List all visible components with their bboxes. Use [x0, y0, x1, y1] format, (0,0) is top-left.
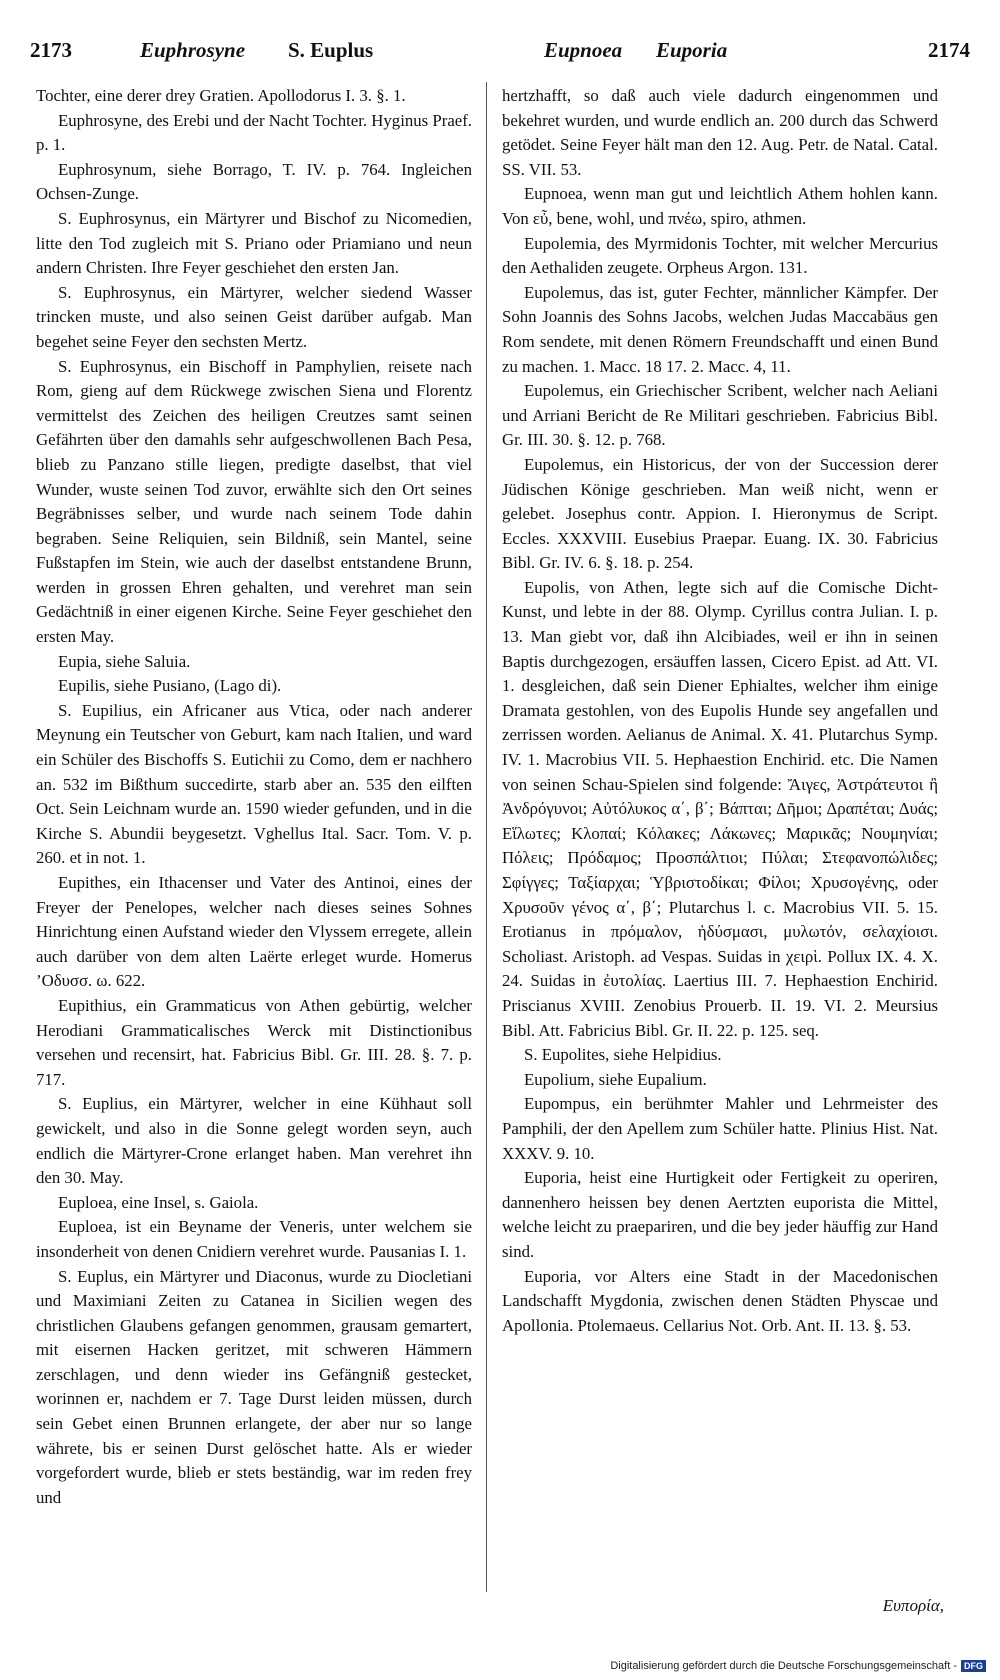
dictionary-entry: Eupolemia, des Myrmidonis Tochter, mit welcher Mercurius den Aethaliden zeugete. Orpheus Argon. 131. [502, 233, 938, 278]
column-rule [486, 82, 487, 1592]
dictionary-entry: Eupompus, ein berühmter Mahler und Lehrmeister des Pamphili, der den Apellem zum Schüler hatte. Plinius Hist. Nat. XXXV. 9. 10. [502, 1094, 938, 1163]
dictionary-entry: Eupia, siehe Saluia. [58, 651, 191, 671]
right-page-number: 2174 [928, 38, 970, 62]
left-running-title-1: Euphrosyne [140, 38, 246, 62]
dictionary-entry: Eupolium, siehe Eupalium. [524, 1069, 707, 1089]
left-running-title-2: S. Euplus [288, 38, 374, 62]
dictionary-entry: S. Euphrosynus, ein Bischoff in Pamphylien, reisete nach Rom, gieng auf dem Rückwege zwischen Siena und Florentz vermittelst des Zeichen des heiligen Creutzes samt seinen Gefährten über den damahls sehr aufgeschwollenen Bach Pesa, blieb zu Panzano stille liegen, predigte daselbst, that viel Wunder, wuste seinen Tod zuvor, erwählte sich den Ort seines Begräbnisses selber, und wurde nach seinem Tode dahin begraben. Seine Reliquien, sein Bildniß, sein Mantel, seine Fußstapfen im Stein, wie auch der daselbst entstandene Brunn, werden in grossen Ehren gehalten, und verehret man sein Gedächtniß in einer eigenen Kirche. Seine Feyer geschiehet den ersten May. [36, 356, 472, 647]
catchword: Ευπορία, [882, 1596, 944, 1615]
dictionary-entry: Eupithius, ein Grammaticus von Athen gebürtig, welcher Herodiani Grammaticalisches Werck mit Distinctionibus versehen und recensirt, hat. Fabricius Bibl. Gr. III. 28. §. 7. p. 717. [36, 995, 472, 1089]
dictionary-entry: Euporia, heist eine Hurtigkeit oder Fertigkeit zu operiren, dannenhero heissen bey denen Aertzten euporista die Mittel, welche leicht zu praepariren, und die bey jeder häuffig zur Hand sind. [502, 1168, 938, 1261]
dictionary-entry: S. Euplus, ein Märtyrer und Diaconus, wurde zu Diocletiani und Maximiani Zeiten zu Catanea in Sicilien wegen des christlichen Glaubens gefangen genommen, grausam gemartert, mit eisernen Hacken geritzet, mit schweren Hämmern zerschlagen, und denn wieder ins Gefängniß gestecket, worinnen er, nachdem er 7. Tage Durst leiden müssen, durch sein Gebet einen Brunnen erlangete, der aber nur so lange währete, bis er seinen Durst gelöschet hatte. Als er wieder vorgefordert wurde, blieb er stets beständig, war im reden frey und [36, 1266, 472, 1507]
footer [610, 1660, 986, 1672]
dictionary-entry: Eupolis, von Athen, legte sich auf die Comische Dicht-Kunst, und lebte in der 88. Olymp. Cyrillus contra Julian. I. p. 13. Man giebt vor, daß ihn Alcibiades, weil er ihn in seinen Baptis durchgezogen, ersäuffen lassen, Cicero Epist. ad Att. VI. 1. desgleichen, daß sein Diener Ephialtes, welcher ihm einige Dramata gestohlen, von des Eupolis Hunde sey angefallen und zerrissen worden. Aelianus de Animal. X. 41. Plutarchus Symp. IV. 1. Macrobius VII. 5. Hephaestion Enchirid. etc. Die Namen von seinen Schau-Spielen sind folgende: Ἄιγες, Ἀστράτευτοι ἢ Ἀνδρόγυνοι; Αὐτόλυκος α΄, β΄; Βάπται; Δῆμοι; Δραπέται; Δυάς; Εἵλωτες; Κλοπαί; Κόλακες; Λάκωνες; Μαρικᾶς; Νουμηνίαι; Πόλεις; Πρόδαμος; Προσπάλτιοι; Πύλαι; Στεφανοπώλιδες; Σφίγγες; Ταξίαρχαι; Ὑβριστοδίκαι; Φίλοι; Χρυσογένης, oder Χρυσοῦν γένος α΄, β΄; Plutarchus l. c. Macrobius VII. 5. 15. Erotianus in πρόμαλον, ἡδύσμασι, μυλωτόν, σελαχίοισι. Scholiast. Aristoph. ad Vespas. Suidas in χειρὶ. Pollux IX. 4. X. 24. Suidas in ἐυτολίας. Laertius III. 7. Hephaestion Enchirid. Priscianus XVIII. Zenobius Prouerb. II. 19. VI. 2. Meursius Bibl. Att. Fabricius Bibl. Gr. II. 22. p. 125. seq. [502, 577, 938, 1040]
dictionary-entry: Eupolemus, ein Historicus, der von der Succession derer Jüdischen Könige geschrieben. Man weiß nicht, wenn er gelebet. Josephus contr. Appion. I. Hieronymus de Script. Eccles. XXXVIII. Eusebius Praepar. Euang. IX. 30. Fabricius Bibl. Gr. IV. 6. §. 18. p. 254. [502, 454, 938, 573]
dictionary-entry: Eupolemus, das ist, guter Fechter, männlicher Kämpfer. Der Sohn Joannis des Sohns Jacobs, welchen Judas Maccabäus gen Rom sendete, mit denen Römern Freundschafft und einen Bund zu machen. 1. Macc. 18 17. 2. Macc. 4, 11. [502, 282, 938, 376]
dictionary-entry: Euploea, ist ein Beyname der Veneris, unter welchem sie insonderheit von denen Cnidiern verehret wurde. Pausanias I. 1. [36, 1217, 472, 1261]
dictionary-entry: S. Euplius, ein Märtyrer, welcher in eine Kühhaut soll gewickelt, und also in die Sonne gelegt worden seyn, auch endlich die Märtyrer-Crone erlanget haben. Man verehret ihn den 30. May. [36, 1094, 472, 1188]
dictionary-entry: Eupilis, siehe Pusiano, (Lago di). [58, 676, 282, 696]
dictionary-entry: S. Eupilius, ein Africaner aus Vtica, oder nach anderer Meynung ein Teutscher von Geburt, kam nach Italien, und ward ein Schüler des Bischoffs S. Eutichii zu Como, dem er nachhero an. 532 im Bißthum succedirte, starb aber an. 535 den eilften Oct. Sein Leichnam wurde an. 1590 wieder gefunden, und in die Kirche S. Abundii beygesetzt. Vghellus Ital. Sacr. Tom. V. p. 260. et in not. 1. [36, 700, 472, 868]
dictionary-entry: Eupnoea, wenn man gut und leichtlich Athem hohlen kann. Von εὖ, bene, wohl, und πνέω, spiro, athmen. [502, 184, 938, 228]
dictionary-entry: S. Euphrosynus, ein Märtyrer und Bischof zu Nicomedien, litte den Tod zugleich mit S. Priano oder Priamiano und neun andern Christen. Ihre Feyer geschiehet den ersten Jan. [36, 208, 472, 278]
left-page-number: 2173 [30, 38, 72, 62]
dictionary-entry: Eupithes, ein Ithacenser und Vater des Antinoi, eines der Freyer der Penelopes, welcher nach dieses seines Sohnes Hinrichtung einen Aufstand wieder den Vlyssem erregete, allein auch darüber von dem alten Laërte erleget wurde. Homerus ’Οδυσσ. ω. 622. [36, 873, 472, 991]
dictionary-entry: Tochter, eine derer drey Gratien. Apollodorus I. 3. §. 1. [36, 86, 406, 105]
dictionary-entry: Euploea, eine Insel, s. Gaiola. [58, 1192, 259, 1212]
dictionary-entry: Euphrosyne, des Erebi und der Nacht Tochter. Hyginus Praef. p. 1. [36, 110, 472, 155]
left-column [36, 84, 472, 1510]
right-running-title-1: Eupnoea [544, 38, 623, 62]
footer-text: Digitalisierung gefördert durch die Deutsche Forschungsgemeinschaft - [610, 1660, 957, 1672]
dictionary-entry: S. Eupolites, siehe Helpidius. [524, 1045, 722, 1065]
page-header [30, 38, 970, 72]
dictionary-entry: hertzhafft, so daß auch viele dadurch eingenommen und bekehret wurden, und wurde endlich an. 200 durch das Schwerd getödet. Seine Feyer hält man den 12. Aug. Petr. de Natal. Catal. SS. VII. 53. [502, 86, 938, 179]
dictionary-entry: Euphrosynum, siehe Borrago, T. IV. p. 764. Ingleichen Ochsen-Zunge. [36, 159, 472, 204]
dictionary-entry: Eupolemus, ein Griechischer Scribent, welcher nach Aeliani und Arriani Bericht de Re Militari geschrieben. Fabricius Bibl. Gr. III. 30. §. 12. p. 768. [502, 381, 938, 450]
dictionary-entry: S. Euphrosynus, ein Märtyrer, welcher siedend Wasser trincken muste, und also seinen Geist darüber aufgab. Man begehet seine Feyer den sechsten Mertz. [36, 282, 472, 351]
dfg-logo: DFG [961, 1660, 986, 1672]
dictionary-entry: Euporia, vor Alters eine Stadt in der Macedonischen Landschafft Mygdonia, zwischen denen Städten Physcae und Apollonia. Ptolemaeus. Cellarius Not. Orb. Ant. II. 13. §. 53. [502, 1266, 938, 1335]
right-running-title-2: Euporia [656, 38, 728, 62]
right-column [502, 84, 938, 1338]
